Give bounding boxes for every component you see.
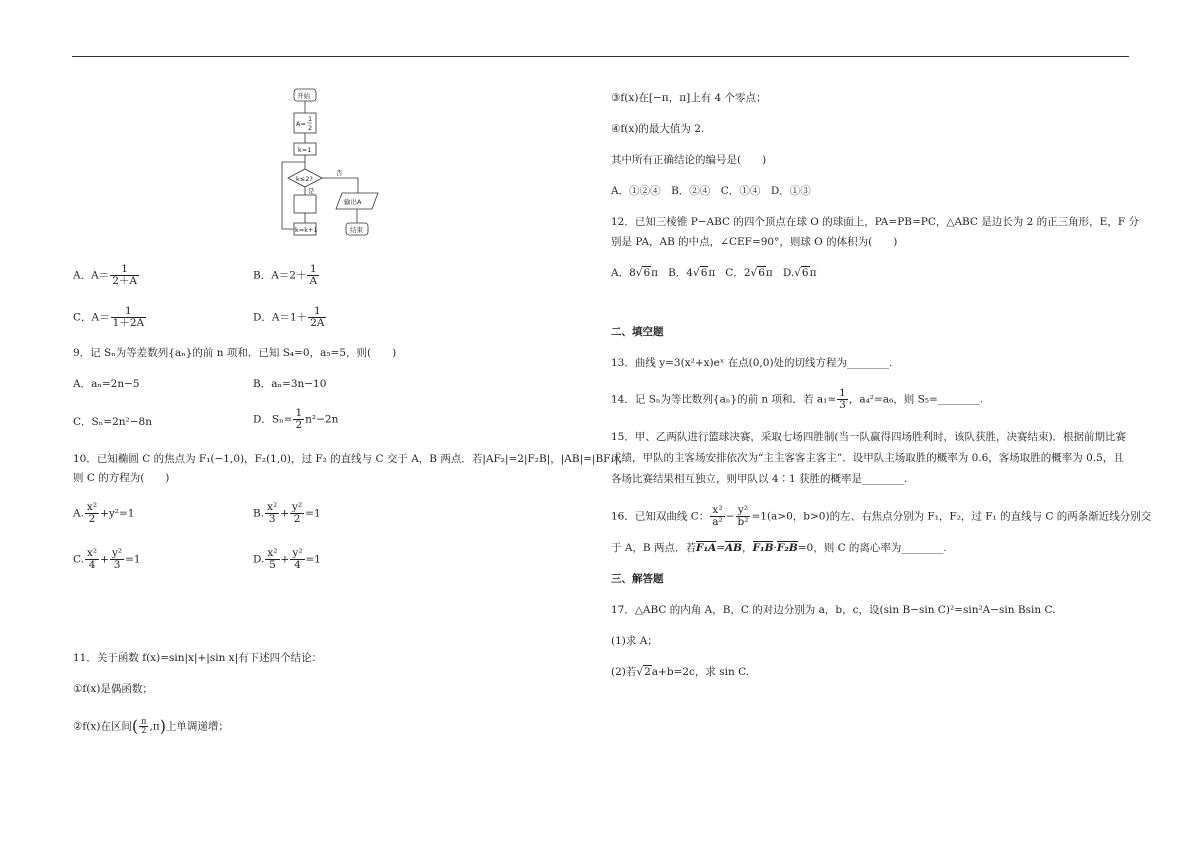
flow-yes-label: 是: [308, 187, 315, 195]
q15-line2: 成绩，甲队的主客场安排依次为“主主客客主客主”．设甲队主场取胜的概率为 0.6，客场取胜的概率为 0.5，且: [611, 452, 1124, 464]
q10-option-d: D. $\frac{\text{x²}}{5}$ + $\frac{\text{y²}}{4}$ =1: [253, 547, 321, 571]
q11-statement-4: ④f(x)的最大值为 2.: [611, 123, 705, 135]
q10-option-c: C. $\frac{\text{x²}}{4}$ + $\frac{\text{y²}}{3}$ =1: [73, 547, 141, 571]
q10-stem-line1: 10．已知椭圆 C 的焦点为 F₁(−1,0)，F₂(1,0)，过 F₂ 的直线与 C 交于 A，B 两点．若|AF₂|=2|F₂B|，|AB|=|BF₁|，: [73, 453, 629, 465]
q8-option-a: A．A＝ $\frac{1}{2+A}$: [73, 263, 137, 287]
q9-stem: 9．记 Sₙ为等差数列{aₙ}的前 n 项和．已知 S₄=0，a₅=5，则( ): [73, 347, 397, 359]
flow-init-a-num: 1: [308, 115, 313, 123]
q17-stem: 17．△ABC 的内角 A，B，C 的对边分别为 a，b，c，设(sin B−sin C)²=sin²A−sin Bsin C.: [611, 604, 1056, 616]
q9-option-b: B．aₙ=3n−10: [253, 378, 327, 390]
flow-condition-text: k≤2?: [296, 175, 313, 183]
q8-option-b: B．A＝2＋ $\frac{1}{A}$: [253, 263, 318, 287]
q8-option-c: C．A＝ $\frac{1}{1+2A}$: [73, 305, 145, 329]
section-3-title: 三、解答题: [611, 573, 664, 585]
q11-ask: 其中所有正确结论的编号是( ): [611, 154, 767, 166]
q12-stem-line2: 别是 PA，AB 的中点，∠CEF=90°，则球 O 的体积为( ): [611, 236, 898, 248]
flow-end-text: 结束: [350, 226, 363, 234]
q15-line1: 15．甲、乙两队进行篮球决赛，采取七场四胜制(当一队赢得四场胜利时，该队获胜，决赛结束)．根据前期比赛: [611, 431, 1127, 443]
flow-init-a-text: A=: [296, 120, 306, 128]
flow-no-label: 否: [336, 169, 343, 177]
q8-option-d: D．A＝1＋ $\frac{1}{2A}$: [253, 305, 325, 329]
q15-line3: 各场比赛结果相互独立，则甲队以 4∶1 获胜的概率是________.: [611, 473, 908, 485]
flow-init-k-text: k=1: [298, 146, 312, 154]
q10-option-a: A. $\frac{\text{x²}}{2}$ +y²=1: [73, 501, 135, 525]
q16-line2: 于 A，B 两点．若F₁A=AB，F₁B·F₂B=0，则 C 的离心率为________.: [611, 542, 947, 554]
flow-increment-text: k=k+1: [295, 226, 318, 234]
q10-stem-line2: 则 C 的方程为( ): [73, 472, 170, 484]
flowchart-diagram: [270, 85, 400, 245]
flow-process-node: [294, 195, 316, 213]
q16-line1: 16．已知双曲线 C： $\frac{\text{x²}}{\text{a²}}$ − $\frac{\text{y²}}{\text{b²}}$ =1(a>0，b>0)的左、右焦点分别为 F₁，F₂，过 F₁ 的直线与 C 的两条渐近线分别交: [611, 504, 1152, 528]
q9-option-a: A．aₙ=2n−5: [73, 378, 140, 390]
q11-stem: 11．关于函数 f(x)=sin|x|+|sin x|有下述四个结论：: [73, 652, 323, 664]
header-rule: [72, 56, 1129, 57]
flow-init-a-den: 2: [308, 124, 313, 132]
q9-option-c: C．Sₙ=2n²−8n: [73, 416, 152, 428]
q14-text: 14．记 Sₙ为等比数列{aₙ}的前 n 项和．若 a₁= $\frac{1}{3}$ ，a₄²=a₆，则 S₅=________.: [611, 387, 984, 411]
q17-part-1: (1)求 A；: [611, 635, 658, 647]
flow-output-text: 输出A: [344, 198, 362, 206]
q12-options: A．8√6π B．4√6π C．2√6π D.√6π: [611, 267, 817, 279]
q11-statement-1: ①f(x)是偶函数；: [73, 683, 153, 695]
q13-text: 13．曲线 y=3(x²+x)eˣ 在点(0,0)处的切线方程为________.: [611, 357, 893, 369]
q12-stem-line1: 12．已知三棱锥 P−ABC 的四个顶点在球 O 的球面上，PA=PB=PC，△ABC 是边长为 2 的正三角形，E，F 分: [611, 216, 1139, 228]
q17-part-2: (2)若√2a+b=2c，求 sin C.: [611, 666, 750, 678]
section-2-title: 二、填空题: [611, 326, 664, 338]
flow-start-text: 开始: [297, 92, 310, 100]
q11-statement-3: ③f(x)在[−π，π]上有 4 个零点；: [611, 92, 767, 104]
q11-statement-2: ②f(x)在区间( $\frac{\pi}{2}$ ,π)上单调递增；: [73, 716, 229, 736]
q11-options: A．①②④ B．②④ C．①④ D．①③: [611, 185, 811, 197]
q10-option-b: B. $\frac{\text{x²}}{3}$ + $\frac{\text{y²}}{2}$ =1: [253, 501, 321, 525]
q9-option-d: D．Sₙ= $\frac{1}{2}$ n²−2n: [253, 407, 339, 431]
